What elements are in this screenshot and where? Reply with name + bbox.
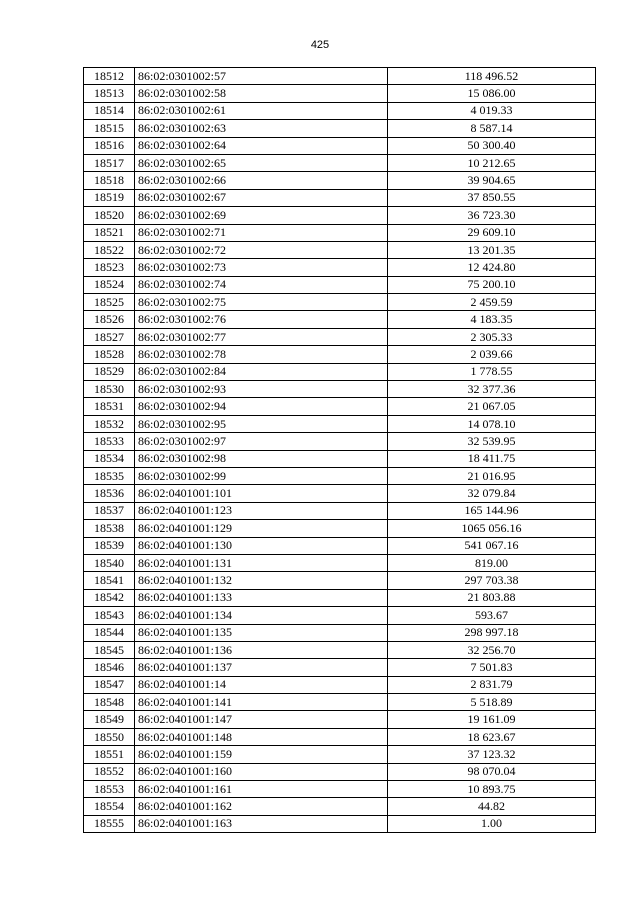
- table-row: [84, 346, 596, 363]
- table-row: [84, 659, 596, 676]
- table-row: [84, 711, 596, 728]
- table-row: [84, 398, 596, 415]
- table-row: [84, 589, 596, 606]
- cadastral-number-cell: 86:02:0301002:69: [135, 207, 388, 224]
- row-number-cell: 18522: [84, 241, 135, 258]
- row-number-cell: 18526: [84, 311, 135, 328]
- table-row: [84, 363, 596, 380]
- row-number-cell: 18539: [84, 537, 135, 554]
- value-cell: 8 587.14: [388, 120, 596, 137]
- row-number-cell: 18540: [84, 554, 135, 571]
- row-number-cell: 18533: [84, 433, 135, 450]
- table-row: [84, 189, 596, 206]
- row-number-cell: 18542: [84, 589, 135, 606]
- cadastral-number-cell: 86:02:0401001:141: [135, 694, 388, 711]
- value-cell: 10 893.75: [388, 781, 596, 798]
- cadastral-number-cell: 86:02:0401001:133: [135, 589, 388, 606]
- row-number-cell: 18529: [84, 363, 135, 380]
- table-row: [84, 624, 596, 641]
- row-number-cell: 18530: [84, 381, 135, 398]
- table-row: [84, 467, 596, 484]
- value-cell: 165 144.96: [388, 502, 596, 519]
- row-number-cell: 18525: [84, 294, 135, 311]
- row-number-cell: 18518: [84, 172, 135, 189]
- row-number-cell: 18535: [84, 467, 135, 484]
- value-cell: 593.67: [388, 607, 596, 624]
- value-cell: 4 019.33: [388, 102, 596, 119]
- row-number-cell: 18538: [84, 520, 135, 537]
- row-number-cell: 18547: [84, 676, 135, 693]
- value-cell: 32 256.70: [388, 641, 596, 658]
- value-cell: 21 803.88: [388, 589, 596, 606]
- cadastral-number-cell: 86:02:0401001:134: [135, 607, 388, 624]
- value-cell: 44.82: [388, 798, 596, 815]
- cadastral-number-cell: 86:02:0301002:76: [135, 311, 388, 328]
- cadastral-number-cell: 86:02:0301002:72: [135, 241, 388, 258]
- cadastral-number-cell: 86:02:0301002:71: [135, 224, 388, 241]
- row-number-cell: 18543: [84, 607, 135, 624]
- table-row: [84, 224, 596, 241]
- cadastral-number-cell: 86:02:0401001:129: [135, 520, 388, 537]
- value-cell: 2 039.66: [388, 346, 596, 363]
- value-cell: 75 200.10: [388, 276, 596, 293]
- value-cell: 29 609.10: [388, 224, 596, 241]
- table-row: [84, 450, 596, 467]
- row-number-cell: 18554: [84, 798, 135, 815]
- cadastral-number-cell: 86:02:0401001:162: [135, 798, 388, 815]
- row-number-cell: 18541: [84, 572, 135, 589]
- cadastral-number-cell: 86:02:0301002:65: [135, 154, 388, 171]
- row-number-cell: 18517: [84, 154, 135, 171]
- table-row: [84, 676, 596, 693]
- value-cell: 1 778.55: [388, 363, 596, 380]
- value-cell: 15 086.00: [388, 85, 596, 102]
- value-cell: 37 123.32: [388, 746, 596, 763]
- row-number-cell: 18514: [84, 102, 135, 119]
- cadastral-number-cell: 86:02:0401001:135: [135, 624, 388, 641]
- row-number-cell: 18555: [84, 815, 135, 832]
- value-cell: 819.00: [388, 554, 596, 571]
- value-cell: 541 067.16: [388, 537, 596, 554]
- row-number-cell: 18553: [84, 781, 135, 798]
- value-cell: 1065 056.16: [388, 520, 596, 537]
- value-cell: 19 161.09: [388, 711, 596, 728]
- row-number-cell: 18521: [84, 224, 135, 241]
- cadastral-number-cell: 86:02:0301002:58: [135, 85, 388, 102]
- cadastral-number-cell: 86:02:0301002:84: [135, 363, 388, 380]
- table-row: [84, 241, 596, 258]
- value-cell: 36 723.30: [388, 207, 596, 224]
- row-number-cell: 18515: [84, 120, 135, 137]
- row-number-cell: 18548: [84, 694, 135, 711]
- cadastral-number-cell: 86:02:0301002:77: [135, 328, 388, 345]
- table-row: [84, 328, 596, 345]
- table-row: [84, 694, 596, 711]
- value-cell: 32 539.95: [388, 433, 596, 450]
- page-number: 425: [310, 39, 330, 51]
- table-row: [84, 381, 596, 398]
- value-cell: 118 496.52: [388, 68, 596, 85]
- cadastral-number-cell: 86:02:0401001:123: [135, 502, 388, 519]
- cadastral-number-cell: 86:02:0401001:101: [135, 485, 388, 502]
- table-row: [84, 207, 596, 224]
- cadastral-number-cell: 86:02:0401001:163: [135, 815, 388, 832]
- row-number-cell: 18551: [84, 746, 135, 763]
- value-cell: 297 703.38: [388, 572, 596, 589]
- value-cell: 18 411.75: [388, 450, 596, 467]
- table-row: [84, 815, 596, 832]
- row-number-cell: 18528: [84, 346, 135, 363]
- row-number-cell: 18544: [84, 624, 135, 641]
- cadastral-number-cell: 86:02:0301002:74: [135, 276, 388, 293]
- value-cell: 98 070.04: [388, 763, 596, 780]
- table-row: [84, 781, 596, 798]
- cadastral-number-cell: 86:02:0301002:64: [135, 137, 388, 154]
- table-row: [84, 572, 596, 589]
- value-cell: 2 305.33: [388, 328, 596, 345]
- row-number-cell: 18520: [84, 207, 135, 224]
- value-cell: 4 183.35: [388, 311, 596, 328]
- row-number-cell: 18545: [84, 641, 135, 658]
- value-cell: 2 459.59: [388, 294, 596, 311]
- table-row: [84, 502, 596, 519]
- value-cell: 18 623.67: [388, 728, 596, 745]
- value-cell: 21 016.95: [388, 467, 596, 484]
- table-row: [84, 763, 596, 780]
- value-cell: 12 424.80: [388, 259, 596, 276]
- value-cell: 5 518.89: [388, 694, 596, 711]
- row-number-cell: 18519: [84, 189, 135, 206]
- cadastral-value-table: [83, 67, 596, 833]
- table-row: [84, 520, 596, 537]
- cadastral-number-cell: 86:02:0301002:73: [135, 259, 388, 276]
- cadastral-number-cell: 86:02:0401001:147: [135, 711, 388, 728]
- cadastral-number-cell: 86:02:0301002:61: [135, 102, 388, 119]
- value-cell: 10 212.65: [388, 154, 596, 171]
- value-cell: 21 067.05: [388, 398, 596, 415]
- value-cell: 32 079.84: [388, 485, 596, 502]
- value-cell: 39 904.65: [388, 172, 596, 189]
- cadastral-number-cell: 86:02:0301002:63: [135, 120, 388, 137]
- cadastral-number-cell: 86:02:0401001:161: [135, 781, 388, 798]
- cadastral-number-cell: 86:02:0401001:131: [135, 554, 388, 571]
- cadastral-number-cell: 86:02:0301002:95: [135, 415, 388, 432]
- table-row: [84, 728, 596, 745]
- table-row: [84, 798, 596, 815]
- row-number-cell: 18527: [84, 328, 135, 345]
- value-cell: 50 300.40: [388, 137, 596, 154]
- table-row: [84, 259, 596, 276]
- table-row: [84, 120, 596, 137]
- value-cell: 7 501.83: [388, 659, 596, 676]
- value-cell: 14 078.10: [388, 415, 596, 432]
- row-number-cell: 18513: [84, 85, 135, 102]
- cadastral-number-cell: 86:02:0401001:136: [135, 641, 388, 658]
- table-row: [84, 85, 596, 102]
- value-cell: 37 850.55: [388, 189, 596, 206]
- row-number-cell: 18546: [84, 659, 135, 676]
- table-row: [84, 433, 596, 450]
- value-cell: 1.00: [388, 815, 596, 832]
- table-row: [84, 607, 596, 624]
- row-number-cell: 18523: [84, 259, 135, 276]
- cadastral-number-cell: 86:02:0301002:97: [135, 433, 388, 450]
- cadastral-number-cell: 86:02:0301002:66: [135, 172, 388, 189]
- cadastral-number-cell: 86:02:0401001:14: [135, 676, 388, 693]
- cadastral-number-cell: 86:02:0401001:137: [135, 659, 388, 676]
- row-number-cell: 18550: [84, 728, 135, 745]
- cadastral-number-cell: 86:02:0301002:67: [135, 189, 388, 206]
- cadastral-number-cell: 86:02:0401001:159: [135, 746, 388, 763]
- cadastral-number-cell: 86:02:0301002:98: [135, 450, 388, 467]
- row-number-cell: 18531: [84, 398, 135, 415]
- cadastral-number-cell: 86:02:0301002:94: [135, 398, 388, 415]
- table-row: [84, 311, 596, 328]
- table-row: [84, 137, 596, 154]
- row-number-cell: 18537: [84, 502, 135, 519]
- row-number-cell: 18552: [84, 763, 135, 780]
- row-number-cell: 18534: [84, 450, 135, 467]
- row-number-cell: 18549: [84, 711, 135, 728]
- cadastral-number-cell: 86:02:0301002:93: [135, 381, 388, 398]
- table-row: [84, 294, 596, 311]
- table-row: [84, 415, 596, 432]
- cadastral-number-cell: 86:02:0401001:148: [135, 728, 388, 745]
- value-cell: 13 201.35: [388, 241, 596, 258]
- value-cell: 32 377.36: [388, 381, 596, 398]
- row-number-cell: 18536: [84, 485, 135, 502]
- cadastral-number-cell: 86:02:0301002:99: [135, 467, 388, 484]
- cadastral-number-cell: 86:02:0401001:130: [135, 537, 388, 554]
- value-cell: 2 831.79: [388, 676, 596, 693]
- row-number-cell: 18524: [84, 276, 135, 293]
- table-row: [84, 154, 596, 171]
- table-row: [84, 68, 596, 85]
- cadastral-number-cell: 86:02:0401001:132: [135, 572, 388, 589]
- row-number-cell: 18512: [84, 68, 135, 85]
- table-row: [84, 172, 596, 189]
- row-number-cell: 18532: [84, 415, 135, 432]
- table-row: [84, 485, 596, 502]
- table-row: [84, 641, 596, 658]
- table-row: [84, 746, 596, 763]
- cadastral-number-cell: 86:02:0301002:75: [135, 294, 388, 311]
- table-row: [84, 276, 596, 293]
- table-row: [84, 537, 596, 554]
- table-row: [84, 554, 596, 571]
- cadastral-number-cell: 86:02:0401001:160: [135, 763, 388, 780]
- table-body: [84, 68, 596, 833]
- value-cell: 298 997.18: [388, 624, 596, 641]
- cadastral-number-cell: 86:02:0301002:57: [135, 68, 388, 85]
- table-row: [84, 102, 596, 119]
- cadastral-number-cell: 86:02:0301002:78: [135, 346, 388, 363]
- row-number-cell: 18516: [84, 137, 135, 154]
